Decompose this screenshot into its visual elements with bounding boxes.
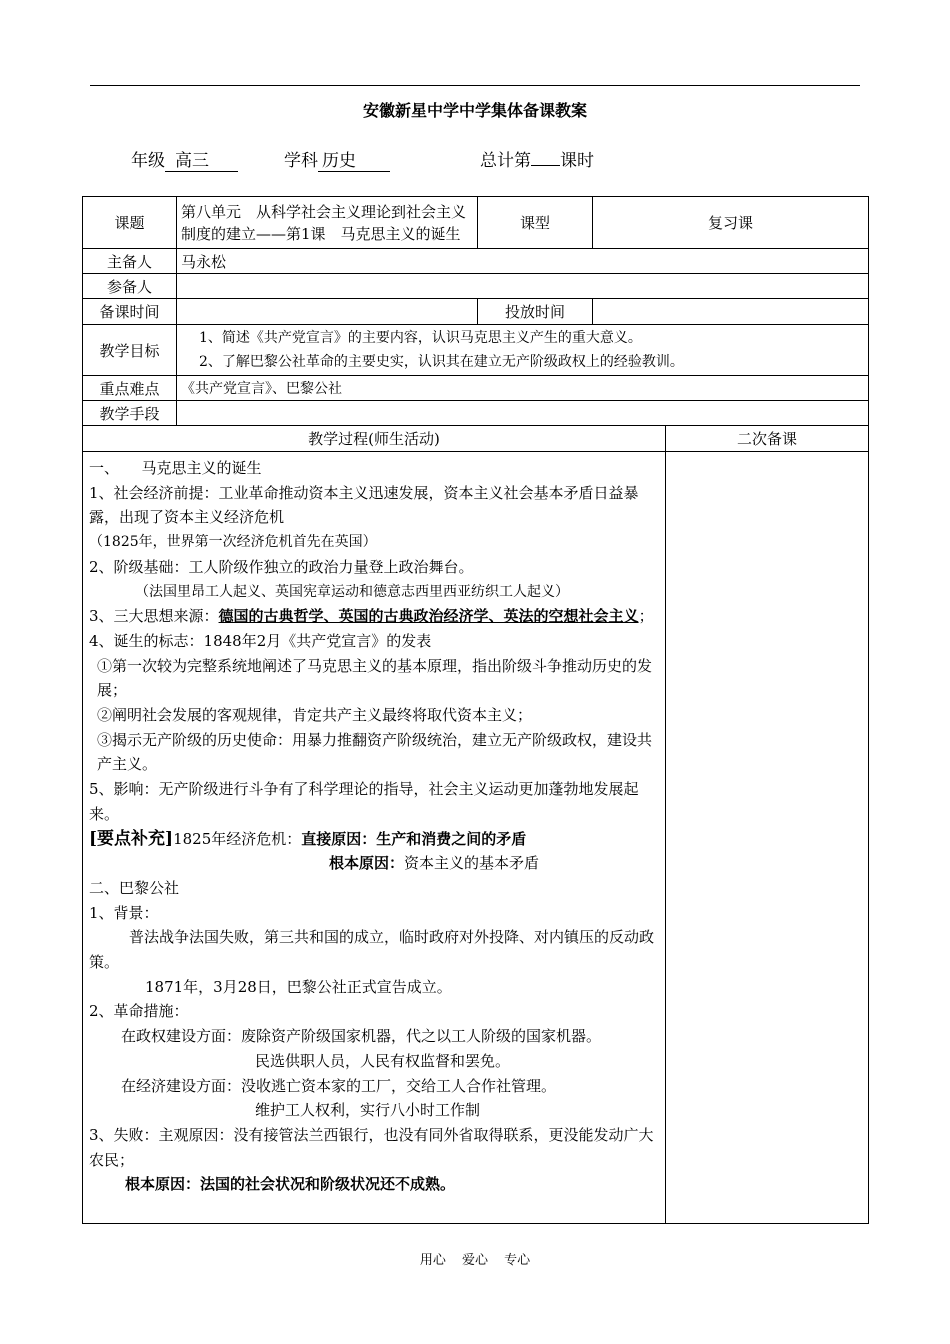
grade-value: 高三 (165, 146, 238, 172)
co-preparer-row (83, 274, 869, 299)
subject-label: 学科 (284, 151, 318, 171)
subject-value: 历史 (318, 146, 390, 172)
point-2: 2、阶级基础：工人阶级作独立的政治力量登上政治舞台。 (89, 557, 474, 576)
subject-field (284, 146, 390, 172)
type-value: 复习课 (593, 197, 869, 249)
supplement-text: 1825年经济危机： (173, 829, 302, 848)
point-3-suffix: ； (638, 607, 654, 626)
process-row (83, 452, 869, 1224)
revolution-economic (89, 1074, 659, 1099)
time-row (83, 299, 869, 325)
key-label: 重点难点 (83, 376, 177, 401)
total-suffix: 课时 (560, 151, 594, 171)
means-label: 教学手段 (83, 401, 177, 426)
co-preparer-label: 参备人 (83, 274, 177, 299)
point-4: 4、诞生的标志：1848年2月《共产党宣言》的发表 (89, 631, 432, 650)
background-date: 1871年，3月28日，巴黎公社正式宣告成立。 (145, 977, 452, 996)
point-3-emphasis: 德国的古典哲学、英国的古典政治经济学、英法的空想社会主义 (218, 607, 639, 626)
failure: 3、失败：主观原因：没有接管法兰西银行，也没有同外省取得联系，更没能发动广大农民； (89, 1125, 654, 1169)
preparer-value: 马永松 (177, 249, 869, 274)
economic-label: 在经济建设方面： (121, 1076, 242, 1095)
topic-label: 课题 (83, 197, 177, 249)
topic-line-2: 制度的建立——第1课 马克思主义的诞生 (181, 224, 461, 243)
grade-label: 年级 (131, 151, 165, 171)
means-row (83, 401, 869, 426)
goals-label: 教学目标 (83, 325, 177, 376)
process-header: 教学过程(师生活动) (83, 426, 666, 452)
topic-value (177, 197, 478, 249)
grade-field (131, 146, 238, 172)
goal-2: 2、了解巴黎公社革命的主要史实，认识其在建立无产阶级政权上的经验教训。 (199, 354, 684, 370)
section-2-title: 二、巴黎公社 (89, 878, 180, 897)
total-field (480, 146, 594, 171)
lesson-plan-table (82, 196, 869, 1224)
second-prep-content (666, 452, 869, 1224)
political-label: 在政权建设方面： (121, 1027, 242, 1046)
political-measure-2: 民选供职人员，人民有权监督和罢免。 (255, 1051, 511, 1070)
direct-cause-label: 直接原因： (301, 829, 377, 848)
key-value: 《共产党宣言》、巴黎公社 (177, 376, 869, 401)
goals-value (177, 325, 869, 376)
process-header-row (83, 426, 869, 452)
point-2-note: （法国里昂工人起义、英国宪章运动和德意志西里西亚纺织工人起义） (135, 583, 569, 600)
point-4-b: ②阐明社会发展的客观规律，肯定共产主义最终将取代资本主义； (97, 706, 533, 725)
key-row (83, 376, 869, 401)
goal-1: 1、简述《共产党宣言》的主要内容，认识马克思主义产生的重大意义。 (199, 330, 642, 346)
prep-time-value (177, 299, 478, 325)
co-preparer-value (177, 274, 869, 299)
delivery-time-label: 投放时间 (478, 299, 593, 325)
second-prep-header: 二次备课 (666, 426, 869, 452)
economic-measure-2: 维护工人权利，实行八小时工作制 (255, 1101, 481, 1120)
process-content (83, 452, 666, 1224)
page-footer: 用心 爱心 专心 (419, 1253, 531, 1268)
point-3-prefix: 3、三大思想来源： (89, 607, 219, 626)
point-4-a: ①第一次较为完整系统地阐述了马克思主义的基本原理，指出阶级斗争推动历史的发展； (97, 656, 653, 700)
point-1-note: （1825年，世界第一次经济危机首先在英国） (89, 534, 377, 551)
root-cause-value: 资本主义的基本矛盾 (404, 854, 540, 873)
preparer-row (83, 249, 869, 274)
political-measure-1: 废除资产阶级国家机器，代之以工人阶级的国家机器。 (241, 1027, 602, 1046)
goals-row (83, 325, 869, 376)
point-4-c: ③揭示无产阶级的历史使命：用暴力推翻资产阶级统治，建立无产阶级政权，建设共产主义。 (97, 730, 653, 774)
total-blank (531, 165, 560, 166)
delivery-time-value (593, 299, 869, 325)
point-1: 1、社会经济前提：工业革命推动资本主义迅速发展，资本主义社会基本矛盾日益暴露，出现了资本主义经济危机 (89, 483, 639, 527)
point-5: 5、影响：无产阶级进行斗争有了科学理论的指导，社会主义运动更加蓬勃地发展起来。 (89, 780, 639, 823)
root-cause-label: 根本原因： (329, 854, 405, 873)
document-title: 安徽新星中学中学集体备课教案 (362, 101, 587, 120)
failure-root-cause: 根本原因：法国的社会状况和阶级状况还不成熟。 (125, 1175, 456, 1194)
topic-row (83, 197, 869, 249)
means-value (177, 401, 869, 426)
background-text: 普法战争法国失败，第三共和国的成立，临时政府对外投降、对内镇压的反动政策。 (89, 928, 655, 972)
supplement (89, 827, 659, 852)
total-label: 总计第 (480, 151, 531, 171)
root-cause (89, 851, 659, 876)
type-label: 课型 (478, 197, 593, 249)
background-title: 1、背景： (89, 903, 159, 922)
revolution-title: 2、革命措施： (89, 1002, 189, 1021)
header-rule (90, 85, 860, 86)
economic-measure-1: 没收逃亡资本家的工厂，交给工人合作社管理。 (241, 1076, 557, 1095)
direct-cause-value: 生产和消费之间的矛盾 (376, 829, 527, 848)
revolution-political (89, 1024, 659, 1049)
preparer-label: 主备人 (83, 249, 177, 274)
prep-time-label: 备课时间 (83, 299, 177, 325)
section-1-title: 一、 马克思主义的诞生 (89, 459, 262, 477)
topic-line-1: 第八单元 从科学社会主义理论到社会主义 (181, 202, 467, 221)
point-3 (89, 604, 659, 629)
supplement-tag: [要点补充] (89, 828, 174, 849)
